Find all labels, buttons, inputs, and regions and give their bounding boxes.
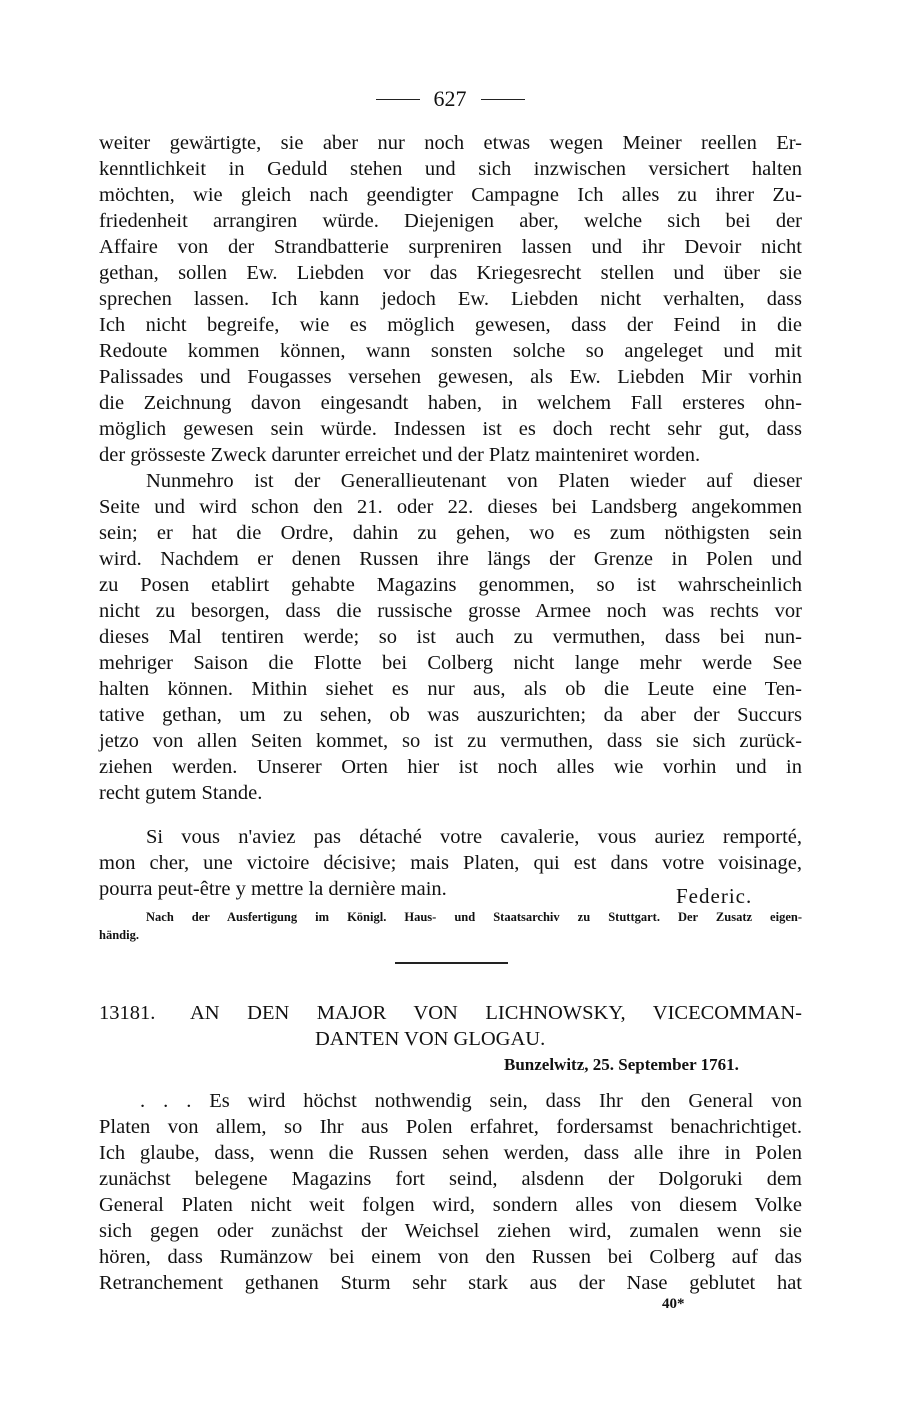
text-line: wird. Nachdem er denen Russen ihre längs der Grenze in Polen und: [99, 548, 802, 570]
letter-number: 13181.: [99, 1002, 156, 1024]
text-line: General Platen nicht weit folgen wird, sondern alles von diesem Volke: [99, 1194, 802, 1216]
text-line: mon cher, une victoire décisive; mais Platen, qui est dans votre voisinage,: [99, 852, 802, 874]
letter-title-line-2: DANTEN VON GLOGAU.: [315, 1028, 546, 1050]
text-line: Platen von allem, so Ihr aus Polen erfahret, fordersamst benachrichtiget.: [99, 1116, 802, 1138]
text-line: zunächst belegene Magazins fort seind, alsdenn der Dolgoruki dem: [99, 1168, 802, 1190]
text-line: Si vous n'aviez pas détaché votre cavalerie, vous auriez remporté,: [146, 826, 802, 848]
text-line: . . . Es wird höchst nothwendig sein, dass Ihr den General von: [140, 1090, 802, 1112]
text-line: Affaire von der Strandbatterie surpreniren lassen und ihr Devoir nicht: [99, 236, 802, 258]
text-line: Nunmehro ist der Generallieutenant von Platen wieder auf dieser: [146, 470, 802, 492]
text-line: recht gutem Stande.: [99, 782, 263, 804]
text-line: sich gegen oder zunächst der Weichsel ziehen wird, zumalen wenn sie: [99, 1220, 802, 1242]
letter-title-line-1: AN DEN MAJOR VON LICHNOWSKY, VICECOMMAN-: [190, 1002, 802, 1024]
text-line: Retranchement gethanen Sturm sehr stark aus der Nase geblutet hat: [99, 1272, 802, 1294]
note-line: händig.: [99, 928, 139, 942]
text-line: tative gethan, um zu sehen, ob was auszurichten; da aber der Succurs: [99, 704, 802, 726]
signature: Federic.: [676, 884, 753, 908]
text-line: gethan, sollen Ew. Liebden vor das Kriegesrecht stellen und über sie: [99, 262, 802, 284]
text-line: ziehen werden. Unserer Orten hier ist noch alles wie vorhin und in: [99, 756, 802, 778]
text-line: friedenheit arrangiren würde. Diejenigen aber, welche sich bei der: [99, 210, 802, 232]
text-line: pourra peut-être y mettre la dernière main.: [99, 878, 447, 900]
text-line: möglich gewesen sein würde. Indessen ist es doch recht sehr gut, dass: [99, 418, 802, 440]
page-number: 627: [433, 86, 467, 111]
section-divider: [395, 962, 508, 964]
header-dash-left: [376, 99, 420, 100]
text-line: Redoute kommen können, wann sonsten solche so angeleget und mit: [99, 340, 802, 362]
text-line: hören, dass Rumänzow bei einem von den Russen bei Colberg auf das: [99, 1246, 802, 1268]
note-line: Nach der Ausfertigung im Königl. Haus- und Staatsarchiv zu Stuttgart. Der Zusatz eigen-: [146, 910, 802, 924]
text-line: halten können. Mithin siehet es nur aus, als ob die Leute eine Ten-: [99, 678, 802, 700]
text-line: zu Posen etablirt gehabte Magazins genommen, so ist wahrscheinlich: [99, 574, 802, 596]
page-header: [0, 86, 900, 112]
text-line: die Zeichnung davon eingesandt haben, in welchem Fall ersteres ohn-: [99, 392, 802, 414]
text-line: weiter gewärtigte, sie aber nur noch etwas wegen Meiner reellen Er-: [99, 132, 802, 154]
text-line: der grösseste Zweck darunter erreichet und der Platz mainteniret worden.: [99, 444, 701, 466]
text-line: dieses Mal tentiren werde; so ist auch zu vermuthen, dass bei nun-: [99, 626, 802, 648]
dateline: Bunzelwitz, 25. September 1761.: [504, 1055, 739, 1074]
text-line: kenntlichkeit in Geduld stehen und sich inzwischen versichert halten: [99, 158, 802, 180]
text-line: nicht zu besorgen, dass die russische grosse Armee noch was rechts vor: [99, 600, 802, 622]
text-line: sein; er hat die Ordre, dahin zu gehen, wo es zum nöthigsten sein: [99, 522, 802, 544]
text-line: Ich nicht begreife, wie es möglich gewesen, dass der Feind in die: [99, 314, 802, 336]
text-line: Ich glaube, dass, wenn die Russen sehen werden, dass alle ihre in Polen: [99, 1142, 802, 1164]
text-line: Palissades und Fougasses versehen gewesen, als Ew. Liebden Mir vorhin: [99, 366, 802, 388]
header-dash-right: [481, 99, 525, 100]
text-line: sprechen lassen. Ich kann jedoch Ew. Liebden nicht verhalten, dass: [99, 288, 802, 310]
printer-signature-mark: 40*: [662, 1296, 685, 1312]
text-line: Seite und wird schon den 21. oder 22. dieses bei Landsberg angekommen: [99, 496, 802, 518]
text-line: mehriger Saison die Flotte bei Colberg nicht lange mehr werde See: [99, 652, 802, 674]
text-line: möchten, wie gleich nach geendigter Campagne Ich alles zu ihrer Zu-: [99, 184, 802, 206]
text-line: jetzo von allen Seiten kommet, so ist zu vermuthen, dass sie sich zurück-: [99, 730, 802, 752]
